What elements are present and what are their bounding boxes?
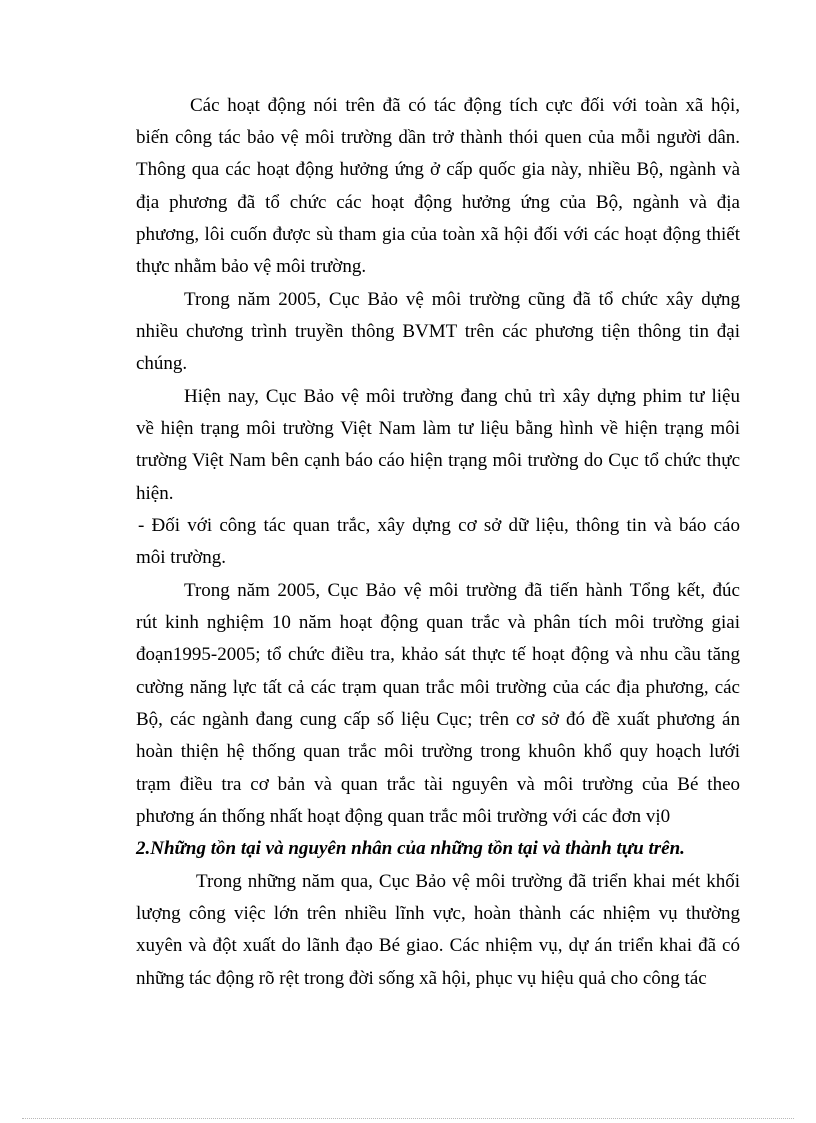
paragraph-line: biến công tác bảo vệ môi trường dần trở thành thói quen của mỗi người dân.	[136, 127, 740, 148]
paragraph-line: hoàn thiện hệ thống quan trắc môi trường trong khuôn khổ quy hoạch lưới	[136, 741, 740, 762]
paragraph-line: đoạn1995-2005; tổ chức điều tra, khảo sát thực tế hoạt động và nhu cầu tăng	[136, 644, 740, 665]
paragraph-line: trường Việt Nam bên cạnh báo cáo hiện trạng môi trường do Cục tổ chức thực	[136, 450, 740, 471]
paragraph-line: trạm điều tra cơ bản và quan trắc tài nguyên và môi trường của Bé theo	[136, 774, 740, 795]
paragraph-line: Trong năm 2005, Cục Bảo vệ môi trường đã tiến hành Tổng kết, đúc	[184, 580, 740, 601]
paragraph-line: cường năng lực tất cả các trạm quan trắc môi trường của các địa phương, các	[136, 677, 740, 698]
paragraph-line: Hiện nay, Cục Bảo vệ môi trường đang chủ trì xây dựng phim tư liệu	[184, 386, 740, 407]
paragraph-line: rút kinh nghiệm 10 năm hoạt động quan trắc và phân tích môi trường giai	[136, 612, 740, 633]
paragraph-line: Bộ, các ngành đang cung cấp số liệu Cục; trên cơ sở đó đề xuất phương án	[136, 709, 740, 730]
list-item-line: - Đối với công tác quan trắc, xây dựng cơ sở dữ liệu, thông tin và báo cáo	[138, 515, 740, 536]
paragraph-line: xuyên và đột xuất do lãnh đạo Bé giao. Các nhiệm vụ, dự án triển khai đã có	[136, 935, 740, 956]
paragraph-line: địa phương đã tổ chức các hoạt động hưởng ứng của Bộ, ngành và địa	[136, 192, 740, 213]
paragraph-line: Trong những năm qua, Cục Bảo vệ môi trường đã triển khai mét khối	[196, 871, 740, 892]
paragraph-line: những tác động rõ rệt trong đời sống xã hội, phục vụ hiệu quả cho công tác	[136, 968, 707, 989]
paragraph-line: chúng.	[136, 353, 188, 374]
paragraph-line: nhiều chương trình truyền thông BVMT trên các phương tiện thông tin đại	[136, 321, 740, 342]
page-bottom-divider	[22, 1118, 794, 1119]
section-heading: 2.Những tồn tại và nguyên nhân của những tồn tại và thành tựu trên.	[136, 838, 685, 859]
paragraph-line: Các hoạt động nói trên đã có tác động tích cực đối với toàn xã hội,	[190, 95, 740, 116]
paragraph-line: Trong năm 2005, Cục Bảo vệ môi trường cũng đã tổ chức xây dựng	[184, 289, 740, 310]
paragraph-line: về hiện trạng môi trường Việt Nam làm tư liệu bằng hình về hiện trạng môi	[136, 418, 740, 439]
paragraph-line: phương án thống nhất hoạt động quan trắc môi trường với các đơn vị0	[136, 806, 671, 827]
paragraph-line: thực nhằm bảo vệ môi trường.	[136, 256, 367, 277]
paragraph-line: lượng công việc lớn trên nhiều lĩnh vực, hoàn thành các nhiệm vụ thường	[136, 903, 740, 924]
paragraph-line: phương, lôi cuốn được sù tham gia của toàn xã hội đối với các hoạt động thiết	[136, 224, 740, 245]
paragraph-line: Thông qua các hoạt động hưởng ứng ở cấp quốc gia này, nhiều Bộ, ngành và	[136, 159, 740, 180]
paragraph-line: hiện.	[136, 483, 174, 504]
paragraph-line: môi trường.	[136, 547, 227, 568]
